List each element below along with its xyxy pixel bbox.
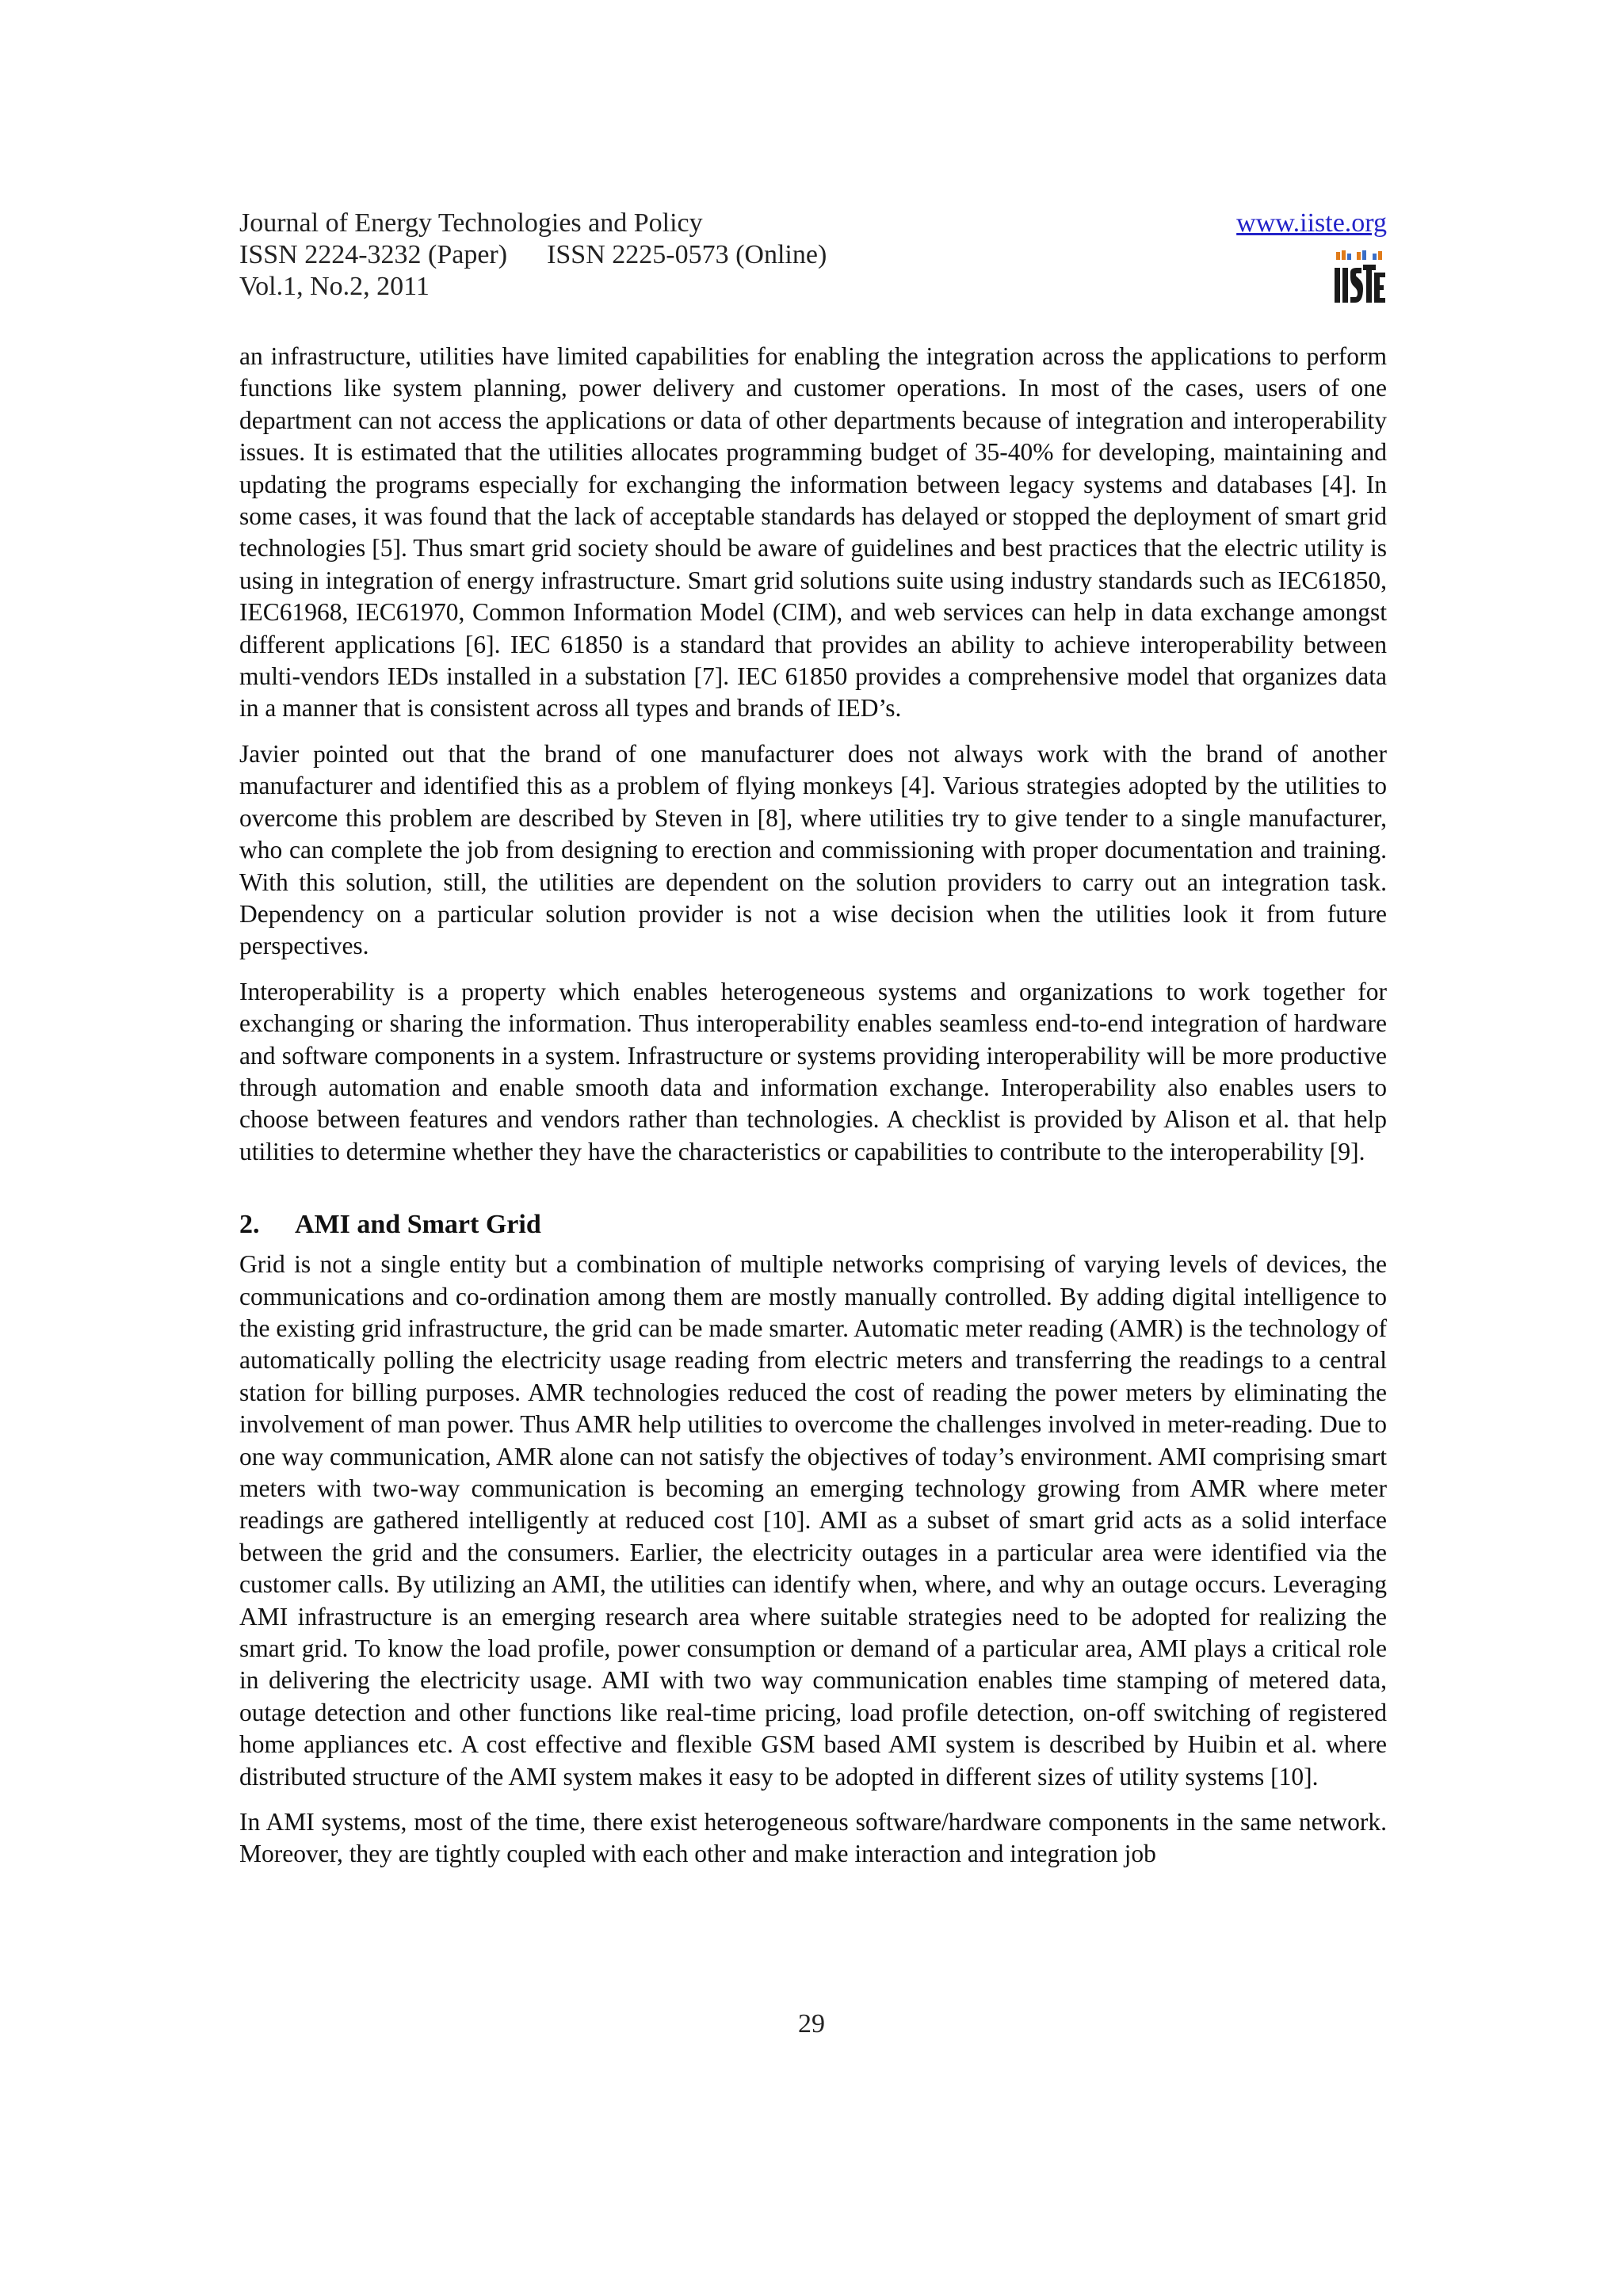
issn-line <box>239 239 1387 271</box>
section-heading <box>239 1207 1387 1242</box>
journal-title: Journal of Energy Technologies and Policy <box>239 208 703 238</box>
volume-info: Vol.1, No.2, 2011 <box>239 272 430 301</box>
body-paragraph: Grid is not a single entity but a combination of multiple networks comprising of varying levels of devices, the communications and co-ordination among them are mostly manually controlled. By adding digital intelligence to the existing grid infrastructure, the grid can be made smarter. Automatic meter reading (AMR) is the technology of automatically polling the electricity usage reading from electric meters and transferring the readings to a central station for billing purposes. AMR technologies reduced the cost of reading the power meters by eliminating the involvement of man power. Thus AMR help utilities to overcome the challenges involved in meter-reading. Due to one way communication, AMR alone can not satisfy the objectives of today’s environment. AMI comprising smart meters with two-way communication is becoming an emerging technology growing from AMR where meter readings are gathered intelligently at reduced cost [10]. AMI as a subset of smart grid acts as a solid interface between the grid and the consumers. Earlier, the electricity outages in a particular area were identified via the customer calls. By utilizing an AMI, the utilities can identify when, where, and why an outage occurs. Leveraging AMI infrastructure is an emerging research area where suitable strategies need to be adopted for realizing the smart grid. To know the load profile, power consumption or demand of a particular area, AMI plays a critical role in delivering the electricity usage. AMI with two way communication enables time stamping of metered data, outage detection and other functions like real-time pricing, load profile detection, on-off switching of registered home appliances etc. A cost effective and flexible GSM based AMI system is described by Huibin et al. where distributed structure of the AMI system makes it easy to be adopted in different sizes of utility systems [10]. <box>239 1250 1387 1791</box>
section-number: 2. <box>239 1210 260 1240</box>
website-link[interactable]: www.iiste.org <box>1236 208 1387 238</box>
iiste-logo-icon <box>1333 249 1387 307</box>
body-paragraph: Javier pointed out that the brand of one manufacturer does not always work with the brand of another manufacturer and identified this as a problem of flying monkeys [4]. Various strategies adopted by the utilities to overcome this problem are described by Steven in [8], where utilities try to give tender to a single manufacturer, who can complete the job from designing to erection and commissioning with proper documentation and training. With this solution, still, the utilities are dependent on the solution providers to carry out an integration task. Dependency on a particular solution provider is not a wise decision when the utilities look it from future perspectives. <box>239 739 1387 960</box>
body-paragraph: Interoperability is a property which enables heterogeneous systems and organizations to work together for exchanging or sharing the information. Thus interoperability enables seamless end-to-end integration of hardware and software components in a system. Infrastructure or systems providing interoperability will be more productive through automation and enable smooth data and information exchange. Interoperability also enables users to choose between features and vendors rather than technologies. A checklist is provided by Alison et al. that help utilities to determine whether they have the characteristics or capabilities to contribute to the interoperability [9]. <box>239 977 1387 1165</box>
page-number: 29 <box>798 2009 825 2039</box>
body-paragraph: an infrastructure, utilities have limited capabilities for enabling the integration across the applications to perform functions like system planning, power delivery and customer operations. In most of the cases, users of one department can not access the applications or data of other departments because of integration and interoperability issues. It is estimated that the utilities allocates programming budget of 35-40% for developing, maintaining and updating the programs especially for exchanging the information between legacy systems and databases [4]. In some cases, it was found that the lack of acceptable standards has delayed or stopped the deployment of smart grid technologies [5]. Thus smart grid society should be aware of guidelines and best practices that the electric utility is using in integration of energy infrastructure. Smart grid solutions suite using industry standards such as IEC61850, IEC61968, IEC61970, Common Information Model (CIM), and web services can help in data exchange amongst different applications [6]. IEC 61850 is a standard that provides an ability to achieve interoperability between multi-vendors IEDs installed in a substation [7]. IEC 61850 provides a comprehensive model that organizes data in a manner that is consistent across all types and brands of IED’s. <box>239 342 1387 723</box>
issn-paper: ISSN 2224-3232 (Paper) <box>239 240 508 269</box>
page-header <box>239 208 1387 303</box>
issn-online: ISSN 2225-0573 (Online) <box>547 240 827 269</box>
body-paragraph: In AMI systems, most of the time, there exist heterogeneous software/hardware components in the same network. Moreover, they are tightly coupled with each other and make interaction and integration job <box>239 1808 1387 1868</box>
section-title: AMI and Smart Grid <box>295 1210 541 1240</box>
article-body <box>239 341 1387 1884</box>
iiste-logo <box>1333 249 1387 307</box>
